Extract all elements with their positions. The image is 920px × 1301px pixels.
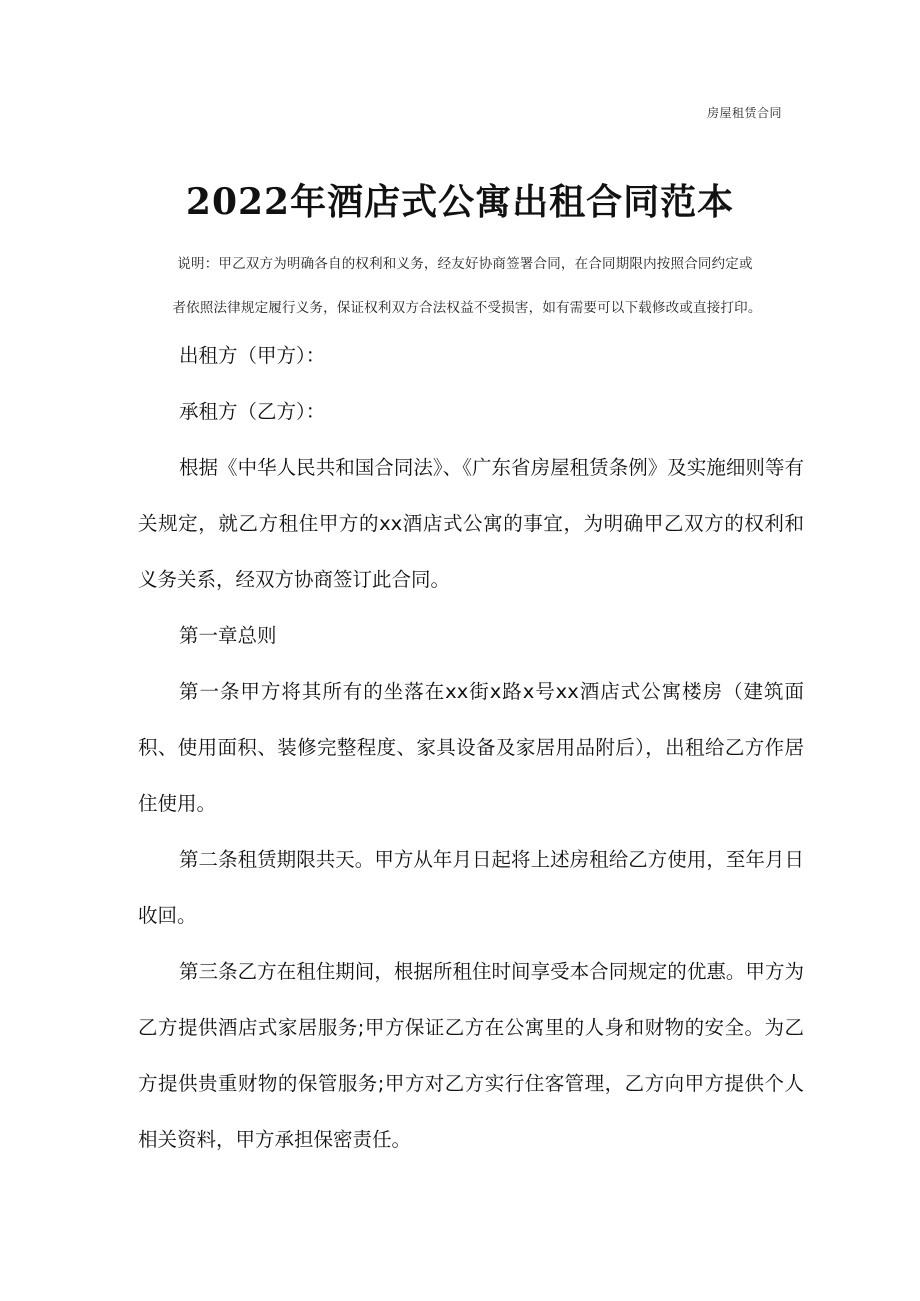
note-line-2: 者依照法律规定履行义务，保证权利双方合法权益不受损害，如有需要可以下载修改或直接打印。 — [172, 300, 762, 316]
header-tag: 房屋租赁合同 — [706, 106, 782, 120]
article-3-paragraph: 第三条乙方在租住期间，根据所租住时间享受本合同规定的优惠。甲方为乙方提供酒店式家居服务;甲方保证乙方在公寓里的人身和财物的安全。为乙方提供贵重财物的保管服务;甲方对乙方实行住客管理，乙方向甲方提供个人相关资料，甲方承担保密责任。 — [138, 960, 804, 1151]
article-1-paragraph: 第一条甲方将其所有的坐落在xx街x路x号xx酒店式公寓楼房（建筑面积、使用面积、装修完整程度、家具设备及家居用品附后），出租给乙方作居住使用。 — [138, 680, 804, 815]
document-title: 2022年酒店式公寓出租合同范本 — [185, 181, 735, 223]
lessee-line: 承租方（乙方）： — [179, 400, 326, 423]
lessor-line: 出租方（甲方）： — [179, 344, 326, 367]
intro-paragraph: 根据《中华人民共和国合同法》、《广东省房屋租赁条例》及实施细则等有关规定，就乙方租住甲方的xx酒店式公寓的事宜，为明确甲乙双方的权利和义务关系，经双方协商签订此合同。 — [138, 456, 804, 591]
article-2-paragraph: 第二条租赁期限共天。甲方从年月日起将上述房租给乙方使用，至年月日收回。 — [138, 848, 804, 927]
note-line-1: 说明：甲乙双方为明确各自的权利和义务，经友好协商签署合同，在合同期限内按照合同约定或 — [177, 256, 753, 272]
chapter-heading: 第一章总则 — [179, 624, 277, 647]
